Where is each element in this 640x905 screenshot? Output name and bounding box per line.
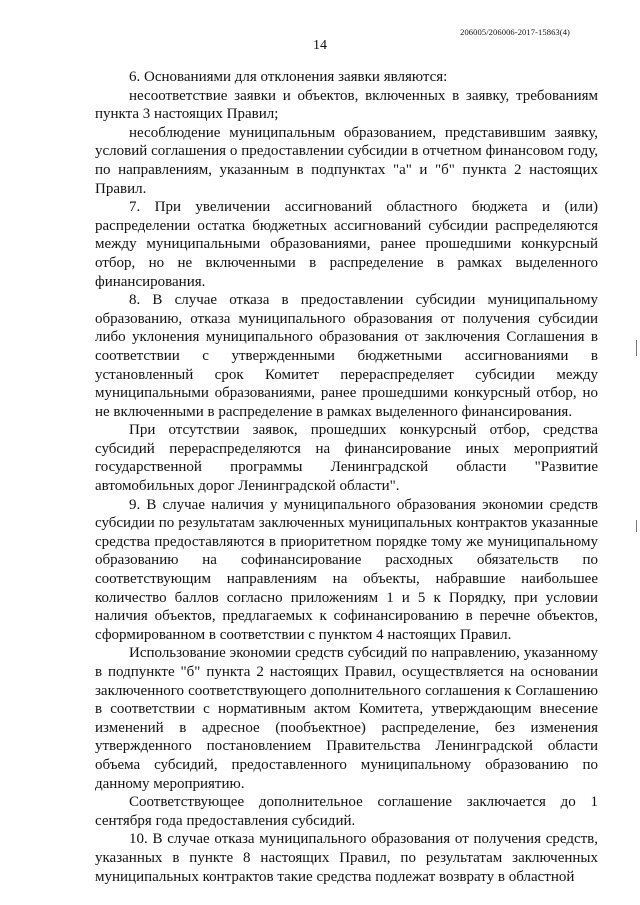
- paragraph-9-usage: Использование экономии средств субсидий по направлению, указанному в подпункте "б" пункта 2 настоящих Правил, осуществляется на основании заключенного соответствующего дополнительного соглашения к Соглашению в соответствии с нормативным актом Комитета, утверждающим внесение изменений в адресное (пообъектное) распределение, без изменения утвержденного постановлением Правительства Ленинградской области объема субсидий, предоставленного муниципальному образованию по данному мероприятию.: [95, 645, 598, 792]
- paragraph-10: 10. В случае отказа муниципального образования от получения средств, указанных в пункте 8 настоящих Правил, по результатам заключенных муниципальных контрактов такие средства подлежат возврату в областной: [95, 831, 598, 885]
- document-id: 206005/206006-2017-15863(4): [460, 27, 570, 37]
- scan-edge-mark: [636, 520, 637, 532]
- page-number: 14: [313, 38, 327, 53]
- document-body: [95, 68, 598, 886]
- paragraph-9-agreement: Соответствующее дополнительное соглашение заключается до 1 сентября года предоставления субсидий.: [95, 794, 598, 829]
- paragraph-7: 7. При увеличении ассигнований областного бюджета и (или) распределении остатка бюджетных ассигнований субсидии распределяются между муниципальными образованиями, ранее прошедшими конкурсный отбор, но не включенными в распределение в рамках выделенного финансирования.: [95, 199, 598, 290]
- paragraph-9: 9. В случае наличия у муниципального образования экономии средств субсидии по результатам заключенных муниципальных контрактов указанные средства предоставляются в приоритетном порядке тому же муниципальному образованию на софинансирование расходных обязательств по соответствующим направлениям на объекты, набравшие наибольшее количество баллов согласно приложениям 1 и 5 к Порядку, при условии наличия объектов, предлагаемых к софинансированию в перечне объектов, сформированном в соответствии с пунктом 4 настоящих Правил.: [95, 496, 598, 643]
- paragraph-6-item-1: несоответствие заявки и объектов, включенных в заявку, требованиям пункта 3 настоящих Правил;: [95, 87, 598, 123]
- paragraph-6-heading: 6. Основаниями для отклонения заявки являются:: [129, 69, 448, 85]
- scan-edge-mark: [636, 340, 637, 356]
- paragraph-6-item-2: несоблюдение муниципальным образованием, представившим заявку, условий соглашения о предоставлении субсидии в отчетном финансовом году, по направлениям, указанным в подпунктах "а" и "б" пункта 2 настоящих Правил.: [95, 124, 598, 197]
- paragraph-8-continuation: При отсутствии заявок, прошедших конкурсный отбор, средства субсидий перераспределяются на финансирование иных мероприятий государственной программы Ленинградской области "Развитие автомобильных дорог Ленинградской области".: [95, 422, 598, 495]
- paragraph-8: 8. В случае отказа в предоставлении субсидии муниципальному образованию, отказа муниципального образования от получения субсидии либо уклонения муниципального образования от заключения Соглашения в соответствии с утвержденными бюджетными ассигнованиями в установленный срок Комитет перераспределяет субсидии между муниципальными образованиями, ранее прошедшими конкурсный отбор, но не включенными в распределение в рамках выделенного финансирования.: [95, 292, 598, 420]
